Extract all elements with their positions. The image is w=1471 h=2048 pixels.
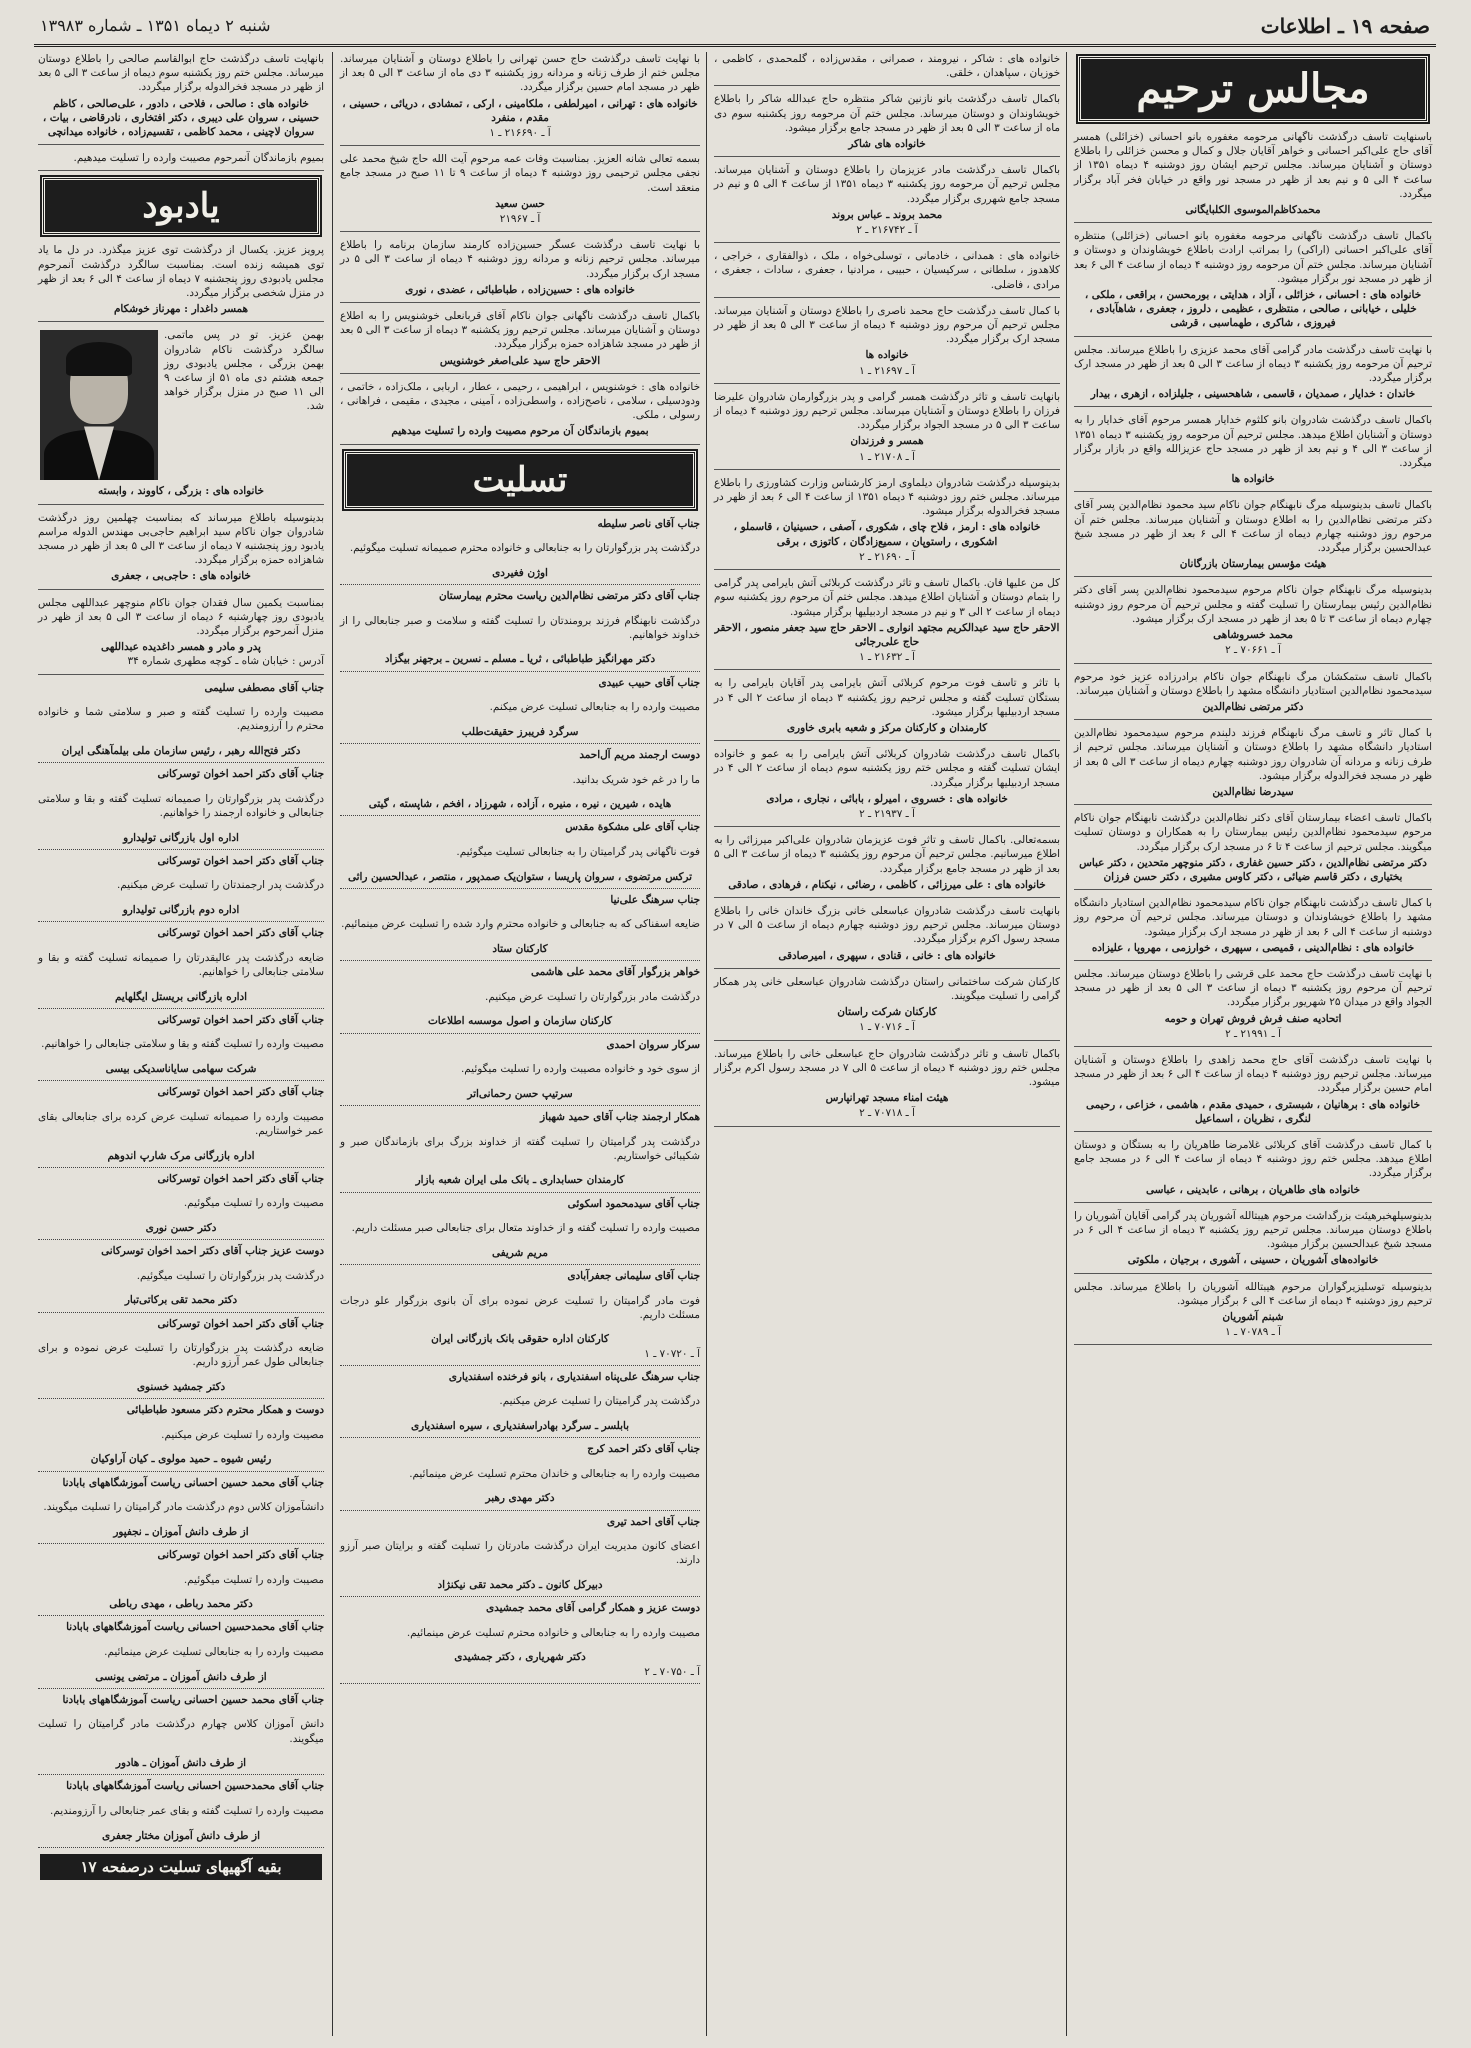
notice-text: بدینوسیله مرگ نابهنگام جوان ناکام مرحوم سیدمحمود نظام‌الدین پسر آقای دکتر نظام‌الدین رئیس بیمارستان را تسلیت گفته و مجلس ترحیم آن مرحوم روز دوشنبه چهارم دیماه از ساعت ۳ تا ۵ بعد از ظهر در مسجد ارک برگزار میشود. [1074,584,1432,625]
notice-signature: دکتر مهرانگیز طباطبائی ، ثریا ـ مسلم ـ نسرین ـ برجهنر بیگزاد [384,653,656,666]
condolence-ad [340,517,700,585]
condolence-addressee: جناب آقای دکتر احمد اخوان توسرکانی [157,854,324,867]
condolence-ad [340,965,700,1033]
notice-text: مصیبت وارده را تسلیت گفته و از خداوند متعال برای جنابعالی صبر مسئلت داریم. [351,1222,700,1235]
obituary-notice [340,52,700,146]
notice-signature: سرگرد فریبرز حقیقت‌طلب [461,725,579,738]
obituary-notice [714,163,1060,243]
ad-code: آ ـ ۲۱۶۹۷ ـ ۱ [859,364,915,377]
obituary-notice [340,380,700,445]
condolence-ad [340,1038,700,1106]
notice-signature: دکتر فتح‌الله رهبر ، رئیس سازمان ملی بیلمآهنگی ایران [61,745,301,758]
notice-signature: سیدرضا نظام‌الدین [1212,785,1294,798]
notice-text: مصیبت وارده را به جنابعالی تسلیت عرض مینمائیم. [104,1645,324,1658]
condolence-addressee: جناب آقای احمد تیری [606,1515,700,1528]
obituary-notice [1074,896,1432,961]
condolence-ad [340,1370,700,1438]
notice-text: مصیبت وارده را صمیمانه تسلیت عرض کرده برای جنابعالی بقای عمر خواستاریم. [38,1110,324,1138]
notice-text: باکمال تاسف درگذشت بانو نازنین شاکر منتظره حاج عبدالله شاکر را باطلاع خویشاوندان و دوستان میرساند. مجلس ختم آن مرحومه روز یکشنبه سوم دی ماه از ساعت ۳ الی ۵ بعد از ظهر در مسجد جامع برگزار میشود. [714,93,1060,134]
condolence-addressee: جناب آقای دکتر احمد اخوان توسرکانی [157,768,324,781]
condolence-addressee: جناب آقای دکتر مرتضی نظام‌الدین ریاست محترم بیمارستان [438,590,700,603]
section-banner-tarhim: مجالس ترحیم [1078,56,1428,122]
condolence-addressee: جناب آقای سلیمانی جعفرآبادی [567,1269,700,1282]
notice-text: باکمال تاسف درگذشت شادروان بانو کلثوم خدایار همسر مرحوم آقای خدایار را به دوستان و آشنایان اطلاع میدهد. مجلس ترحیم آن مرحومه روز یکشنبه ۳ دیماه ۱۳۵۱ از ساعت ۳ الی ۴ و نیم بعد از ظهر در مسجد حاج عزیزالله واقع در بازار برگزار میگردد. [1074,414,1433,470]
condolence-ad [38,1013,324,1081]
obituary-notice [1074,726,1432,805]
condolence-addressee: جناب آقای حبیب عبیدی [598,676,700,689]
notice-signature: خانواده های شاکر [848,138,926,151]
notice-signature: خانواده های : برهانیان ، شبستری ، حمیدی مقدم ، هاشمی ، خزاعی ، رحیمی لنگری ، نظریان ، اسماعیل [1085,1098,1421,1125]
condolence-ad [340,1197,700,1265]
notice-text: ما را در غم خود شریک بدانید. [572,773,700,786]
notice-text: با کمال تاسف درگذشت آقای کربلائی غلامرضا طاهریان را به بستگان و دوستان اطلاع میدهد. مجلس ختم روز دوشنبه ۴ دیماه از ساعت ۴ الی ۶ در مسجد جامع برگزار میگردد. [1074,1138,1432,1180]
notice-signature: اتحادیه صنف فرش فروش تهران و حومه [1164,1012,1342,1025]
obituary-notice [1074,1209,1432,1274]
notice-signature: خانواده های : خسروی ، امیرلو ، بابائی ، نجاری ، مرادی [766,792,1008,805]
ad-code: آ ـ ۲۱۶۳۲ ـ ۱ [859,651,915,664]
notice-signature: دکتر محمد تقی برکاتی‌تبار [124,1294,238,1307]
notice-signature: پدر و مادر و همسر داغدیده عبداللهی [101,641,261,654]
obituary-notice [714,747,1060,827]
condolence-ad [340,676,700,744]
notice-text: با کمال تاثر و تاسف مرگ نابهنگام فرزند دلبندم مرحوم سیدمحمود نظام‌الدین استادیار دانشگاه مشهد را باطلاع دوستان و آشنایان میرساند. مجلس ترحیم از طرف زنانه و مردانه آن شادروان روز دوشنبه چهارم دیماه از ساعت ۳ الی ۵ بعد از ظهر در مسجد فخرالدوله برگزار میشود. [1074,727,1432,782]
notice-text: فوت ناگهانی پدر گرامیتان را به جنابعالی تسلیت میگوئیم. [456,846,700,859]
memorial-signature: همسر داغدار : مهرناز خوشکام [113,303,249,316]
notice-signature: دکتر حسن نوری [145,1222,217,1235]
obituary-notice [714,92,1060,157]
notice-signature: کارمندان حسابداری ـ بانک ملی ایران شعبه بازار [415,1174,625,1187]
condolence-addressee: جناب آقای دکتر احمد اخوان توسرکانی [157,1172,324,1185]
obituary-notice [714,904,1060,969]
notice-signature: خانواده های طاهریان ، برهانی ، عابدینی ، عباسی [1145,1183,1360,1196]
obituary-notice [1074,130,1432,223]
obituary-notice [1074,229,1432,336]
notice-signature: کارکنان سازمان و اصول موسسه اطلاعات [428,1015,612,1028]
notice-text: مصیبت وارده را به جنابعالی و خاندان محترم تسلیت عرض مینمائیم. [409,1467,700,1480]
condolence-ad [38,1172,324,1240]
notice-text: بسمه‌تعالی. باکمال تاسف و تاثر فوت عزیزمان شادروان علی‌اکبر میرزائی را به اطلاع میرسانیم. مجلس ترحیم آن مرحوم روز یکشنبه ۳ دیماه از ساعت ۳ الی ۵ بعد از ظهر در مسجد جامع برگزار میگردد. [714,834,1060,875]
notice-text: دانش آموزان کلاس چهارم درگذشت مادر گرامیتان را تسلیت میگویند. [38,1718,324,1745]
notice-text: درگذشت پدر گرامیتان را تسلیت عرض میکنیم. [499,1395,700,1408]
condolence-ad [340,1515,700,1598]
obituary-notice [1074,670,1432,721]
condolence-ad [38,1693,324,1776]
obituary-notice [1074,1053,1432,1132]
notice-text: درگذشت نابهنگام فرزند برومندتان را تسلیت گفته و سلامت و صبر جنابعالی را از خداوند خواهانیم. [340,614,700,641]
condolence-ad [340,1110,700,1193]
notice-text: درگذشت پدر بزرگوارتان را به جنابعالی و خانواده محترم صمیمانه تسلیت میگوئیم. [349,542,700,555]
notice-text: با نهایت تاسف درگذشت حاج حسن تهرانی را باطلاع دوستان و آشنایان میرساند. مجلس ختم از طرف زنانه و مردانه روز یکشنبه ۳ دی ماه از ساعت ۳ الی ۵ بعد از ظهر در مسجد امام حسین برگزار میگردد. [340,53,700,94]
condolence-addressee: جناب آقای دکتر احمد اخوان توسرکانی [157,1317,324,1330]
notice-signature: دکتر مرتضی نظام‌الدین ، دکتر حسین غفاری ، دکتر منوچهر متحدین ، دکتر عباس بختیاری ، دکتر قاسم ضیائی ، دکتر کاوس مشیری ، دکتر حسن فرزان [1079,856,1427,883]
notice-text: درگذشت پدر گرامیتان را تسلیت گفته از خداوند بزرگ برای بازماندگان صبر و شکیبائی خواستاریم. [340,1135,700,1162]
notice-signature: خانواده های : ارمز ، فلاح چای ، شکوری ، آصفی ، حسینیان ، قاسملو ، اشکوری ، راستوپان ، سمیع‌زادگان ، کاتوزی ، برقی [733,521,1041,548]
notice-text: فوت مادر گرامیتان را تسلیت عرض نموده برای آن بانوی بزرگوار علو درجات مسئلت داریم. [340,1294,700,1321]
col4-notices [36,52,326,171]
obituary-notice [714,833,1060,898]
obituary-notice [714,304,1060,384]
notice-signature: دکتر جمشید خسنوی [136,1381,226,1393]
notice-text: مصیبت وارده را به جنابعالی و خانواده محترم تسلیت عرض مینمائیم. [406,1626,700,1639]
notice-signature: کارکنان شرکت راستان [837,1006,937,1019]
obituary-notice [1074,967,1432,1047]
condolence-addressee: دوست ارجمند مریم آل‌احمد [579,749,700,762]
obituary-notice [714,390,1060,470]
ad-code: آ ـ ۲۱۶۶۹۰ ـ ۱ [489,127,551,140]
notice-text: با نهایت تاسف درگذشت آقای حاج محمد زاهدی را باطلاع دوستان و آشنایان میرساند. مجلس ترحیم روز دوشنبه ۴ دیماه از ساعت ۴ الی ۶ بعد از ظهر در مسجد امام حسین برگزار میگردد. [1074,1053,1432,1095]
notice-signature: خانواده های : خانی ، قنادی ، سپهری ، امیرصادقی [778,949,996,962]
col4-condolences [36,681,326,1848]
notice-signature: دکتر محمد رباطی ، مهدی رباطی [109,1598,253,1611]
notice-signature: اداره بازرگانی بریستل ایگلهایم [115,990,247,1003]
notice-text: باکمال تاسف بدینوسیله مرگ نابهنگام جوان ناکام سید محمود نظام‌الدین پسر آقای دکتر مرتضی نظام‌الدین را به اطلاع دوستان و آشنایان میرساند. مجلس ختم آن مرحوم روز دوشنبه چهارم دیماه از ساعت ۴ الی ۶ بعد از ظهر در مسجد شیخ عبدالحسین برگزار میگردد. [1074,499,1432,555]
page-label: صفحه ۱۹ ـ اطلاعات [1260,14,1430,38]
notice-text: بدینوسیله توسلیزیرگواران مرحوم هیبتالله آشوریان را باطلاع میرساند. مجلس ترحیم روز دوشنبه ۴ دیماه از ساعت ۴ الی ۶ برگزار میشود. [1074,1280,1432,1307]
obituary-notice [38,151,324,171]
notice-text: مصیبت وارده را تسلیت گفته و صبر و سلامتی شما و خانواده محترم را آرزومندیم. [38,706,324,733]
notice-text: مصیبت وارده را تسلیت عرض میکنیم. [161,1428,324,1441]
notice-signature: اداره اول بازرگانی تولیدارو [123,831,239,844]
condolence-addressee: جناب آقای محمدحسین احسانی ریاست آموزشگاههای بابادنا [66,1780,324,1793]
notice-signature: اداره بازرگانی مرک شارپ اندوهم [107,1149,255,1162]
obituary-notice [1074,583,1432,663]
condolence-addressee: جناب آقای محمدحسین احسانی ریاست آموزشگاههای بابادنا [66,1621,324,1634]
condolence-addressee: جناب آقای محمد حسین احسانی ریاست آموزشگاههای بابادنا [62,1693,324,1706]
notice-text: از سوی خود و خانواده مصیبت وارده را تسلیت میگوئیم. [460,1063,700,1076]
notice-text: مصیبت وارده را تسلیت گفته و بقای عمر جنابعالی را آرزومندیم. [50,1804,324,1817]
notice-signature: کارکنان ستاد [492,943,548,956]
issue-date: شنبه ۲ دیماه ۱۳۵۱ ـ شماره ۱۳۹۸۳ [40,16,271,35]
condolence-addressee: جناب سرهنگ علی‌پناه اسفندیاری ، بانو فرخنده اسفندیاری [448,1370,700,1383]
condolence-ad [340,893,700,961]
notice-text: بدینوسیله درگذشت شادروان دیلماوی ارمز کارشناس وزارت کشاورزی را باطلاع میرساند. مجلس ختم روز دوشنبه ۴ دیماه ۱۳۵۱ از ساعت ۴ الی ۶ بعد از ظهر در مسجد فخرالدوله برگزار میشود. [714,476,1060,518]
condolence-ad [38,1317,324,1400]
notice-signature: ترکس مرتضوی ، سروان پاریسا ، ستوان‌یک صمدپور ، منتصر ، عبدالحسین راثی [347,870,693,883]
notice-signature: محمد خسروشاهی [1213,629,1293,642]
memorial-notice [38,243,324,322]
notice-signature: خاندان : خدایار ، صمدیان ، قاسمی ، شاهحسینی ، جلیلزاده ، ازهری ، بیدار [1090,388,1416,401]
condolence-addressee: جناب آقای دکتر احمد اخوان توسرکانی [157,927,324,940]
notice-address: آدرس : خیابان شاه ـ کوچه مطهری شماره ۳۴ [127,655,324,668]
notice-signature: کارکنان اداره حقوقی بانک بازرگانی ایران [431,1333,609,1346]
notice-signature: همسر و فرزندان [850,435,924,448]
notice-signature: خانواده های : تهرانی ، امیرلطفی ، ملکامینی ، ارکی ، تمشادی ، دریائی ، حسینی ، مقدم ، منفرد [342,97,698,124]
condolence-addressee: جناب آقای علی مشکوة مقدس [565,821,700,834]
column-4 [36,52,326,2036]
notice-text: باکمال تاسف ستمکشان مرگ نابهنگام جوان ناکام برادرزاده عزیز خود مرحوم سیدمحمود نظام‌الدین استادیار دانشگاه مشهد را باطلاع دوستان و آشنایان میرساند. [1074,670,1432,697]
notice-text: با کمال تاسف درگذشت حاج محمد ناصری را باطلاع دوستان و آشنایان میرساند. مجلس ترحیم آن مرحوم روز دوشنبه ۴ دیماه از ساعت ۳ الی ۵ بعد از ظهر در مسجد ارک برگزار میگردد. [714,304,1060,346]
notice-text: بمیوم بازماندگان آنمرحوم مصیبت وارده را تسلیت میدهیم. [73,152,324,165]
notice-text: بانهایت تاسف و تاثر درگذشت همسر گرامی و پدر بزرگوارمان شادروان علیرضا فرزان را باطلاع دوستان و آشنایان میرساند. مجلس ترحیم روز دوشنبه ۴ دیماه از ساعت ۳ الی ۵ در مسجد الجواد برگزار میگردد. [714,390,1060,432]
notice-signature: هیئت امناء مسجد تهرانپارس [825,1092,949,1105]
notice-signature: هایده ، شیرین ، نیره ، منیره ، آزاده ، شهرزاد ، افخم ، شاپسته ، گیتی [368,798,672,811]
notice-signature: الاحقر حاج سید عبدالکریم مجتهد انواری ـ الاحقر حاج سید جعفر منصور ، الاحقر حاج علی‌رجائی [714,621,1060,648]
notice-text: ضایعه درگذشت پدر عالیقدرتان را صمیمانه تسلیت گفته و بقا و سلامتی جنابعالی را خواهانیم. [38,951,324,979]
col4-notices2 [36,511,326,675]
obituary-notice [1074,343,1432,408]
obituary-notice [340,238,700,303]
column-rule [1066,52,1067,2036]
notice-signature: دکتر مرتضی نظام‌الدین [1202,700,1304,713]
condolence-ad [340,1269,700,1366]
continued-footer: بقیه آگهیهای تسلیت درصفحه ۱۷ [40,1854,322,1880]
notice-text: خانواده های : همدانی ، خادمانی ، توسلی‌خواه ، ملک ، ذوالفقاری ، خراجی ، کلاهدوز ، سلطانی ، سرکیسیان ، حبیبی ، مرادنیا ، جعفری ، سادات ، جعفری ، مرادی ، فاضلی. [714,250,1060,291]
condolence-ad [38,681,324,764]
column-2 [712,52,1062,2036]
notice-signature: خانواده های : حسین‌زاده ، طباطبائی ، عضدی ، نوری [405,283,635,296]
memorial-text: پرویز عزیز. یکسال از درگذشت توی عزیز میگذرد. در دل ما یاد توی همیشه زنده است. بمناسبت سالگرد درگذشت آنمرحوم مجلس یادبودی روز پنجشنبه ۷ دیماه از ساعت ۴ الی ۶ بعد از ظهر در منزل شخصی برگزار میگردد. [38,244,324,300]
obituary-notice [714,975,1060,1041]
condolence-addressee: همکار ارجمند جناب آقای حمید شهباز [540,1111,700,1123]
notice-text: با نهایت تاسف درگذشت عسگر حسین‌زاده کارمند سازمان برنامه را باطلاع میرساند. مجلس ترحیم زنانه و مردانه روز دوشنبه ۴ دیماه از ساعت ۳ الی ۵ در مسجد ارک برگزار میگردد. [340,239,701,280]
condolence-ad [38,767,324,850]
ad-code: آ ـ ۲۱۹۶۷ [499,213,541,226]
obituary-notice [340,309,700,374]
obituary-notice [714,476,1060,570]
ad-code: آ ـ ۷۰۷۵۰ ـ ۲ [644,1665,700,1678]
notice-text: مصیبت وارده را به جنابعالی تسلیت عرض میکنم. [489,701,700,714]
notice-text: بسمه تعالی شانه العزیز. بمناسبت وفات عمه مرحوم آیت الله حاج شیخ محمد علی نجفی مجلس ترحیمی روز دوشنبه ۴ دیماه از ساعت ۹ تا ۱۱ صبح در مسجد جامع منعقد است. [340,153,700,194]
condolence-addressee: جناب آقای محمد حسین احسانی ریاست آموزشگاههای بابادنا [62,1476,324,1489]
ad-code: آ ـ ۷۰۷۸۹ ـ ۱ [1225,1326,1281,1339]
condolence-ad [38,1403,324,1471]
obituary-notice [1074,1138,1432,1203]
condolence-ad [340,1442,700,1510]
notice-signature: الاحقر حاج سید علی‌اصغر خوشنویس [439,354,601,367]
condolence-addressee: دوست و همکار محترم دکتر مسعود طباطبائی [126,1404,324,1417]
notice-text: باکمال تاسف درگذشت مادر عزیزمان را باطلاع دوستان و آشنایان میرساند. مجلس ترحیم آن مرحومه روز یکشنبه ۳ دیماه ۱۳۵۱ از ساعت ۴ الی ۵ و نیم در مسجد جامع شهرری برگزار میگردد. [714,164,1061,205]
col3-condolences [338,517,702,1684]
portrait-photo [40,330,158,480]
notice-text: مصیبت وارده را تسلیت میگوئیم. [183,1573,324,1586]
notice-signature: کارمندان و کارکنان مرکز و شعبه بابری خاوری [786,721,988,734]
condolence-addressee: جناب آقای دکتر احمد کرج [587,1443,700,1456]
notice-text: مصیبت وارده را تسلیت میگوئیم. [183,1197,324,1210]
notice-signature: خانواده های : احسانی ، خزائلی ، آزاد ، هدایتی ، بورمحسن ، براقعی ، ملکی ، خلیلی ، خیابانی ، صالحی ، منتظری ، عظیمی ، دلروز ، جعفری ، شاهآبادی ، فیروزی ، شاکری ، طهماسبی ، قرشی [1084,289,1422,330]
obituary-notice [714,676,1060,741]
section-banner-yadbood: یادبود [42,177,320,235]
obituary-notice [714,249,1060,298]
notice-signature: اوژن فغیردی [492,566,548,579]
obituary-notice [714,52,1060,86]
notice-text: باسنهایت تاسف درگذشت ناگهانی مرحومه مغفوره بانو احسانی (خزائلی) همسر آقای حاج علی‌اکبر احسانی و خواهر آقایان جلال و کمال و محسن خزائلی را باطلاع دوستان و آشنایان میرساند. مجلس ترحیم ایشان روز دوشنبه ۴ دیماه ۱۳۵۱ از ساعت ۴ الی ۵ و نیم بعد از ظهر در مسجد نور واقع در خیابان فخر آباد برگزار میگردد. [1074,131,1432,200]
portrait-caption: بهمن عزیز. تو در پس ماتمی. سالگرد درگذشت ناکام شادروان بهمن بزرگی ، مجلس یادبودی روز جمعه هشتم دی ماه ۵۱ از ساعت ۹ الی ۱۱ صبح در منزل برگزار خواهد شد. [164,329,324,413]
condolence-ad [38,1620,324,1688]
notice-text: با تاثر و تاسف فوت مرحوم کربلائی آتش بایرامی پدر آقایان بایرامی را به بستگان تسلیت گفته و مجلس ترحیم روز یکشنبه ۳ دیماه از ساعت ۲ الی ۴ در مسجد اردبیلیها برگزار میشود. [714,677,1060,718]
notice-text: خانواده های : خوشنویس ، ابراهیمی ، رحیمی ، عطار ، اربابی ، ملک‌زاده ، خاتمی ، ودودسیلی ، سلامی ، ناصح‌زاده ، واسطی‌زاده ، آمینی ، مجیدی ، مقیمی ، فراهانی ، رسولی ، ملکی. [340,380,700,422]
notice-signature: هیئت مؤسس بیمارستان بازرگانان [1179,558,1327,571]
notice-text: ضایعه اسفناکی که به جنابعالی و خانواده محترم وارد شده را تسلیت عرض مینمائیم. [341,918,700,931]
notice-signature: اداره دوم بازرگانی تولیدارو [122,904,240,917]
ad-code: آ ـ ۲۱۹۳۷ ـ ۲ [859,807,915,820]
notice-signature: از طرف دانش آموزان ـ نجفپور [113,1525,249,1538]
condolence-ad [38,1779,324,1847]
section-banner-taslit: تسلیت [344,451,696,509]
obituary-notice [340,152,700,232]
notice-text: بمناسبت یکمین سال فقدان جوان ناکام منوچهر عبداللهی مجلس یادبودی روز چهارشنبه ۶ دیماه از ساعت ۳ الی ۵ بعد از ظهر در منزل آنمرحوم برگزار میگردد. [38,596,324,638]
notice-text: خانواده های : شاکر ، نیرومند ، صمرانی ، مقدس‌زاده ، گلمحمدی ، کاظمی ، خوزیان ، سپاهدان ، خلقی. [714,53,1060,80]
notice-text: درگذشت پدر بزرگوارتان را صمیمانه تسلیت گفته و بقا و سلامتی جنابعالی و خانواده ارجمند را خواهانیم. [38,792,324,820]
obituary-notice [714,576,1060,670]
portrait-hair [66,342,132,376]
notice-text: ضایعه درگذشت پدر بزرگوارتان را تسلیت عرض نموده و برای جنابعالی طول عمر آرزو داریم. [38,1342,324,1369]
ad-code: آ ـ ۲۱۷۰۸ ـ ۱ [859,450,915,463]
notice-signature: رئیس شیوه ـ حمید مولوی ـ کیان آراوکیان [90,1453,272,1466]
notice-signature: خانواده های : علی میرزائی ، کاظمی ، رضائی ، نیکنام ، فرهادی ، صادقی [728,878,1046,891]
notice-signature: بابلسر ـ سرگرد بهادراسفندیاری ، سیره اسفندیاری [410,1419,630,1432]
condolence-addressee: جناب آقای دکتر احمد اخوان توسرکانی [157,1086,324,1099]
notice-signature: از طرف دانش آموزان ـ مرتضی یونسی [95,1670,267,1683]
ad-code: آ ـ ۲۱۶۷۴۲ ـ ۲ [856,224,918,237]
condolence-addressee: جناب آقای مصطفی سلیمی [204,681,324,694]
notice-text: بدینوسیله باطلاع میرساند که بمناسبت چهلمین روز درگذشت شادروان جوان ناکام سید ابراهیم حاجی‌بی مهندس الدوله مراسم یادبود روز پنجشنبه ۷ دیماه از ساعت ۳ الی ۵ بعد از ظهر در مسجد شاهزاده حمزه برگزار میگردد. [38,511,324,567]
notice-text: درگذشت پدر بزرگوارتان را تسلیت میگوئیم. [136,1269,324,1282]
portrait-signature: خانواده های : بزرگی ، کاووند ، وابسته [98,485,264,498]
notice-text: اعضای کانون مدیریت ایران درگذشت مادرتان را تسلیت گفته و برایتان صبر آرزو دارند. [340,1540,700,1567]
obituary-notice [38,596,324,675]
condolence-addressee: جناب آقای سیدمحمود اسکوئی [567,1197,700,1210]
notice-signature: خانواده های : نظام‌الدینی ، قمیصی ، سپهری ، خوارزمی ، مهروپا ، علیزاده [1091,941,1415,954]
ad-code: آ ـ ۷۰۷۲۰ ـ ۱ [644,1347,700,1360]
col1-notices [1072,130,1434,1345]
notice-text: بدینوسیلهخبرهیئت بزرگداشت مرحوم هیبتالله آشوریان پدر گرامی آقایان آشوریان را باطلاع دوستان میرساند. مجلس ترحیم روز یکشنبه ۳ دیماه از ساعت ۴ الی ۶ در مسجد شیخ عبدالحسین برگزار میشود. [1074,1209,1432,1251]
condolence-ad [38,926,324,1009]
notice-signature: بمیوم بازماندگان آن مرحوم مصیبت وارده را تسلیت میدهیم [391,425,649,438]
notice-text: باکمال تاسف و تاثر درگذشت شادروان حاج عباسعلی خانی را باطلاع میرساند. مجلس ختم روز دوشنبه ۴ دیماه از ساعت ۵ الی ۷ در مسجد رسول اکرم برگزار میشود. [714,1047,1060,1088]
notice-signature: دکتر شهریاری ، دکتر جمشیدی [454,1651,586,1664]
notice-text: مصیبت وارده را تسلیت گفته و بقا و سلامتی جنابعالی را خواهانیم. [41,1038,324,1051]
ad-code: آ ـ ۲۱۹۹۱ ـ ۲ [1225,1027,1281,1040]
notice-text: درگذشت مادر بزرگوارتان را تسلیت عرض میکنیم. [485,990,700,1003]
page-header [34,10,1436,47]
obituary-notice [38,52,324,145]
obituary-notice [1074,498,1432,577]
notice-text: کارکنان شرکت ساختمانی راستان درگذشت شادروان عباسعلی خانی پدر همکار گرامی را تسلیت میگویند. [714,975,1060,1002]
notice-text: بانهایت تاسف درگذشت شادروان عباسعلی خانی بزرگ خاندان خانی را باطلاع دوستان میرساند. مجلس ترحیم روز دوشنبه چهارم دیماه از ساعت ۵ الی ۷ در مسجد رسول اکرم برگزار میگردد. [714,904,1060,946]
condolence-addressee: سرکار سروان احمدی [606,1038,700,1051]
col3-notices [338,52,702,445]
notice-signature: خانواده‌های آشوریان ، حسینی ، آشوری ، برجیان ، ملکوتی [1127,1254,1379,1267]
ad-code: آ ـ ۷۰۷۱۸ ـ ۲ [859,1107,915,1120]
notice-signature: شبنم آشوریان [1222,1311,1284,1324]
notice-text: باکمال تاسف درگذشت ناگهانی مرحومه مغفوره بانو احسانی (خزائلی) منتظره آقای علی‌اکبر احسانی (اراکی) را بمراتب ارادت باطلاع خویشاوندان و دوستان و آشنایان میرساند. مجلس ختم آن مرحومه روز دوشنبه ۴ دیماه از ساعت ۴ الی ۶ بعد از ظهر در مسجد نور برگزار میشود. [1074,230,1432,285]
condolence-addressee: جناب آقای ناصر سلیطه [597,517,700,530]
condolence-addressee: دوست عزیز و همکار گرامی آقای محمد جمشیدی [486,1602,700,1615]
notice-signature: حسن سعید [495,197,545,210]
notice-signature: محمد بروند ـ عباس بروند [831,208,943,221]
obituary-notice [1074,413,1432,492]
condolence-ad [340,748,700,816]
obituary-notice [1074,811,1432,890]
portrait-notice [38,328,324,504]
column-1 [1072,52,1434,2036]
condolence-ad [38,854,324,922]
notice-text: کل من علیها فان. باکمال تاسف و تاثر درگذشت کربلائی آتش بایرامی پدر گرامی را بتمام دوستان و آشنایان اطلاع میدهد. مجلس ختم آن مرحوم روز یکشنبه سوم دیماه از ساعت ۲ الی ۳ و نیم در مسجد اردبیلیها برگزار میشود. [714,577,1060,618]
notice-signature: خانواده های : صالحی ، فلاحی ، دادور ، علی‌صالحی ، کاظم حسینی ، سروان علی دیبری ، دکتر افتخاری ، نادرقاضی ، بیات ، سروان لاچینی ، محمد کاظمی ، تقسیم‌زاده ، خانواده میدانچی [42,97,320,139]
notice-signature: شرکت سهامی سایاناسدیکی بیسی [105,1063,257,1076]
column-rule [332,52,333,2036]
condolence-addressee: دوست عزیز جناب آقای دکتر احمد اخوان توسرکانی [101,1245,324,1258]
obituary-notice [714,1047,1060,1127]
notice-signature: دبیرکل کانون ـ دکتر محمد تقی نیکنژاد [437,1578,603,1591]
condolence-ad [340,589,700,672]
col2-notices [712,52,1062,1127]
notice-text: درگذشت پدر ارجمندتان را تسلیت عرض میکنیم. [116,879,324,892]
condolence-ad [340,820,700,888]
condolence-ad [38,1548,324,1616]
ad-code: آ ـ ۷۰۶۶۱ ـ ۲ [1225,644,1281,657]
notice-signature: خانواده ها [865,349,909,362]
condolence-addressee: جناب آقای دکتر احمد اخوان توسرکانی [157,1548,324,1561]
notice-text: با کمال تاسف درگذشت نابهنگام جوان ناکام سیدمحمود نظام‌الدین استادیار دانشگاه مشهد را باطلاع خویشاوندان و دوستان میرساند. مجلس ترحیم آن مرحوم روز دوشنبه از ساعت ۴ الی ۶ بعد از ظهر در مسجد ارک برگزار میشود. [1074,897,1432,938]
notice-text: با نهایت تاسف درگذشت مادر گرامی آقای محمد عزیزی را باطلاع میرساند. مجلس ترحیم آن مرحومه روز یکشنبه ۳ دیماه از ساعت ۳ الی ۵ بعد از ظهر در مسجد ارک برگزار میگردد. [1074,343,1433,385]
notice-signature: خانواده ها [1231,473,1275,486]
obituary-notice [38,511,324,590]
condolence-ad [38,1476,324,1544]
notice-text: باکمال تاسف درگذشت شادروان کربلائی آتش بایرامی را به عمو و خانواده ایشان تسلیت گفته و مجلس ختم روز یکشنبه سوم دیماه از ساعت ۲ الی ۴ در مسجد اردبیلیها برگزار میگردد. [714,748,1060,789]
notice-text: باکمال تاسف درگذشت ناگهانی جوان ناکام آقای قربانعلی خوشنویس را به اطلاع دوستان و آشنایان میرساند. مجلس ترحیم روز یکشنبه ۳ دیماه از ساعت ۳ الی ۵ بعد از ظهر در مسجد شاهزاده حمزه برگزار میگردد. [340,310,700,351]
notice-text: بانهایت تاسف درگذشت حاج ابوالقاسم صالحی را باطلاع دوستان میرساند. مجلس ختم روز یکشنبه سوم دیماه از ساعت ۳ الی ۵ بعد از ظهر در مسجد فخرالدوله برگزار میگردد. [38,53,324,94]
condolence-ad [38,1244,324,1312]
notice-signature: مریم شریفی [492,1246,548,1259]
notice-signature: خانواده های : حاجی‌بی ، جعفری [111,570,251,583]
column-3 [338,52,702,2036]
condolence-addressee: خواهر بزرگوار آقای محمد علی هاشمی [530,966,700,979]
condolence-addressee: جناب آقای دکتر احمد اخوان توسرکانی [157,1013,324,1026]
notice-signature: از طرف دانش آموزان ـ هادور [115,1757,247,1770]
notice-signature: دکتر مهدی رهبر [485,1492,555,1505]
obituary-notice [1074,1280,1432,1346]
ad-code: آ ـ ۷۰۷۱۶ ـ ۱ [859,1021,915,1034]
notice-text: با نهایت تاسف درگذشت حاج محمد علی قرشی را باطلاع دوستان میرساند. مجلس ترحیم آن مرحوم روز یکشنبه ۳ دیماه از ساعت ۳ الی ۵ بعد از ظهر در مسجد الجواد واقع در میدان ۲۵ شهریور برگزار میگردد. [1074,967,1432,1009]
notice-signature: سرتیپ حسن رحمانی‌اتر [467,1087,573,1100]
notice-signature: محمدکاظم‌الموسوی الکلبایگانی [1185,204,1321,217]
ad-code: آ ـ ۲۱۶۹۰ ـ ۲ [859,550,915,563]
column-rule [706,52,707,2036]
condolence-addressee: جناب سرهنگ علی‌نیا [610,893,700,906]
notice-text: دانشآموزان کلاس دوم درگذشت مادر گرامیتان را تسلیت میگویند. [43,1501,324,1514]
notice-signature: از طرف دانش آموزان مختار جعفری [102,1829,260,1842]
condolence-ad [38,1085,324,1168]
notice-text: باکمال تاسف اعضاء بیمارستان آقای دکتر نظام‌الدین درگذشت نابهنگام جوان ناکام مرحوم سیدمحمود نظام‌الدین رئیس بیمارستان را به همکاران و دوستان تسلیت میگویند. مجلس ترحیم از ساعت ۴ تا ۶ در مسجد ارک برگزار میگردد. [1074,812,1432,853]
condolence-ad [340,1601,700,1684]
